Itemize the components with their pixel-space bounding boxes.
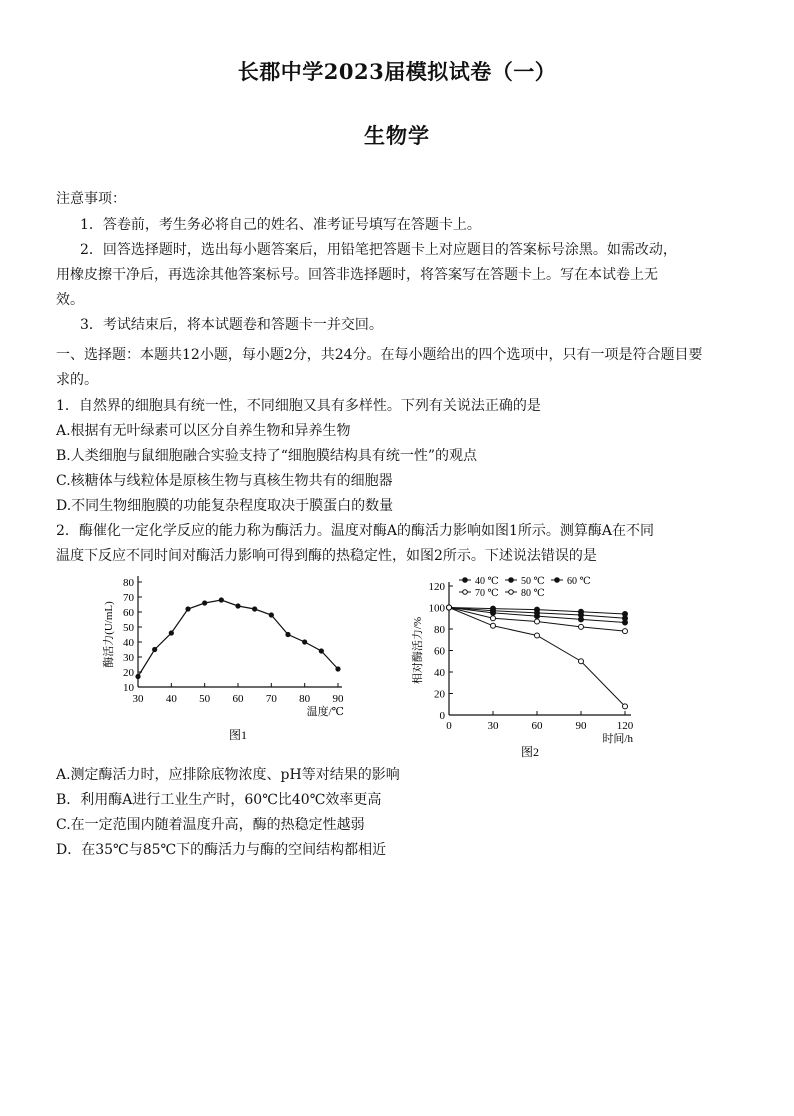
figure-caption: 图1 (228, 728, 248, 742)
y-tick-label: 100 (428, 602, 445, 615)
data-point (235, 603, 240, 608)
data-point (252, 606, 257, 611)
y-tick-label: 10 (123, 682, 134, 694)
note-item-3: 3．考试结束后，将本试题卷和答题卡一并交回。 (80, 317, 383, 333)
section-heading-line-2: 求的。 (56, 372, 98, 388)
y-tick-label: 60 (434, 645, 445, 658)
data-point (491, 616, 496, 621)
data-point (579, 659, 584, 664)
data-point (285, 632, 290, 637)
y-axis-label: 相对酶活力/% (412, 616, 424, 685)
y-tick-label: 60 (123, 607, 134, 619)
data-point (219, 597, 224, 602)
legend-marker (463, 590, 468, 595)
y-tick-label: 20 (434, 688, 445, 701)
legend-label: 50 ℃ (521, 576, 545, 587)
data-point (579, 617, 584, 622)
q1-option-a: A.根据有无叶绿素可以区分自养生物和异养生物 (56, 423, 351, 439)
x-tick-label: 90 (332, 693, 344, 705)
q1-stem: 1．自然界的细胞具有统一性，不同细胞又具有多样性。下列有关说法正确的是 (56, 398, 541, 414)
x-tick-label: 60 (531, 720, 543, 732)
q1-option-c: C.核糖体与线粒体是原核生物与真核生物共有的细胞器 (56, 473, 393, 489)
note-item-2-line-1: 2．回答选择题时，选出每小题答案后，用铅笔把答题卡上对应题目的答案标号涂黑。如需改动， (80, 242, 677, 258)
note-item-1: 1．答卷前，考生务必将自己的姓名、准考证号填写在答题卡上。 (80, 217, 481, 233)
data-point (535, 633, 540, 638)
x-tick-label: 0 (446, 720, 452, 732)
y-tick-label: 0 (439, 710, 445, 722)
x-tick-label: 70 (265, 693, 277, 705)
data-point (152, 647, 157, 652)
y-axis-label: 酶活力(U/mL) (103, 601, 115, 668)
data-point (169, 630, 174, 635)
legend-marker (555, 578, 560, 583)
data-point (202, 600, 207, 605)
x-tick-label: 30 (487, 720, 499, 732)
x-tick-label: 60 (232, 693, 244, 705)
legend-marker (463, 578, 468, 583)
legend-label: 60 ℃ (567, 576, 591, 587)
y-tick-label: 40 (434, 667, 445, 679)
data-point (623, 620, 628, 625)
legend-label: 40 ℃ (475, 576, 499, 587)
y-tick-label: 80 (434, 624, 445, 636)
data-point (302, 639, 307, 644)
data-point (269, 612, 274, 617)
series-line (138, 600, 338, 677)
data-point (579, 624, 584, 629)
legend-label: 70 ℃ (475, 588, 499, 599)
y-tick-label: 70 (123, 592, 134, 604)
data-point (335, 666, 340, 671)
data-point (185, 606, 190, 611)
note-item-2-line-2: 用橡皮擦干净后，再选涂其他答案标号。回答非选择题时，将答案写在答题卡上。写在本试卷上无 (56, 267, 658, 283)
figure-1-chart (90, 572, 390, 750)
q1-option-d: D.不同生物细胞膜的功能复杂程度取决于膜蛋白的数量 (56, 498, 394, 514)
y-tick-label: 80 (123, 577, 134, 589)
data-point (623, 629, 628, 634)
y-tick-label: 20 (123, 667, 134, 679)
q2-option-c: C.在一定范围内随着温度升高，酶的热稳定性越弱 (56, 817, 365, 833)
y-tick-label: 120 (428, 581, 445, 593)
legend-marker (509, 590, 514, 595)
x-tick-label: 90 (575, 720, 587, 732)
q2-option-b: B．利用酶A进行工业生产时，60℃比40℃效率更高 (56, 792, 382, 808)
x-axis-label: 时间/h (602, 733, 633, 745)
data-point (535, 614, 540, 619)
data-point (623, 704, 628, 709)
legend-marker (509, 578, 514, 583)
data-point (535, 619, 540, 624)
figure-2-chart (405, 572, 655, 762)
figure-caption: 图2 (520, 745, 540, 759)
data-point (447, 605, 452, 610)
q2-option-d: D．在35℃与85℃下的酶活力与酶的空间结构都相近 (56, 842, 387, 858)
data-point (491, 623, 496, 628)
section-heading-line-1: 一、选择题：本题共12小题，每小题2分，共24分。在每小题给出的四个选项中，只有一项是符合题目要 (56, 347, 703, 363)
y-tick-label: 40 (123, 637, 134, 649)
notes-heading: 注意事项： (56, 191, 126, 207)
x-axis-label: 温度/℃ (306, 706, 344, 718)
q2-option-a: A.测定酶活力时，应排除底物浓度、pH等对结果的影响 (56, 767, 400, 783)
legend-label: 80 ℃ (521, 588, 545, 599)
x-tick-label: 80 (299, 693, 311, 705)
y-tick-label: 50 (123, 622, 134, 634)
subject-title: 生物学 (364, 123, 430, 148)
q1-option-b: B.人类细胞与鼠细胞融合实验支持了“细胞膜结构具有统一性”的观点 (56, 448, 478, 464)
data-point (319, 648, 324, 653)
x-tick-label: 50 (199, 693, 211, 705)
data-point (491, 610, 496, 615)
x-tick-label: 120 (616, 720, 634, 732)
data-point (135, 674, 140, 679)
y-tick-label: 30 (123, 652, 134, 664)
q2-stem-line-1: 2．酶催化一定化学反应的能力称为酶活力。温度对酶A的酶活力影响如图1所示。测算酶A在不同 (56, 523, 655, 539)
q2-stem-line-2: 温度下反应不同时间对酶活力影响可得到酶的热稳定性，如图2所示。下述说法错误的是 (56, 548, 597, 564)
note-item-2-line-3: 效。 (56, 292, 84, 308)
x-tick-label: 40 (165, 693, 177, 705)
x-tick-label: 30 (132, 693, 144, 705)
exam-title: 长郡中学2023届模拟试卷（一） (237, 59, 557, 84)
